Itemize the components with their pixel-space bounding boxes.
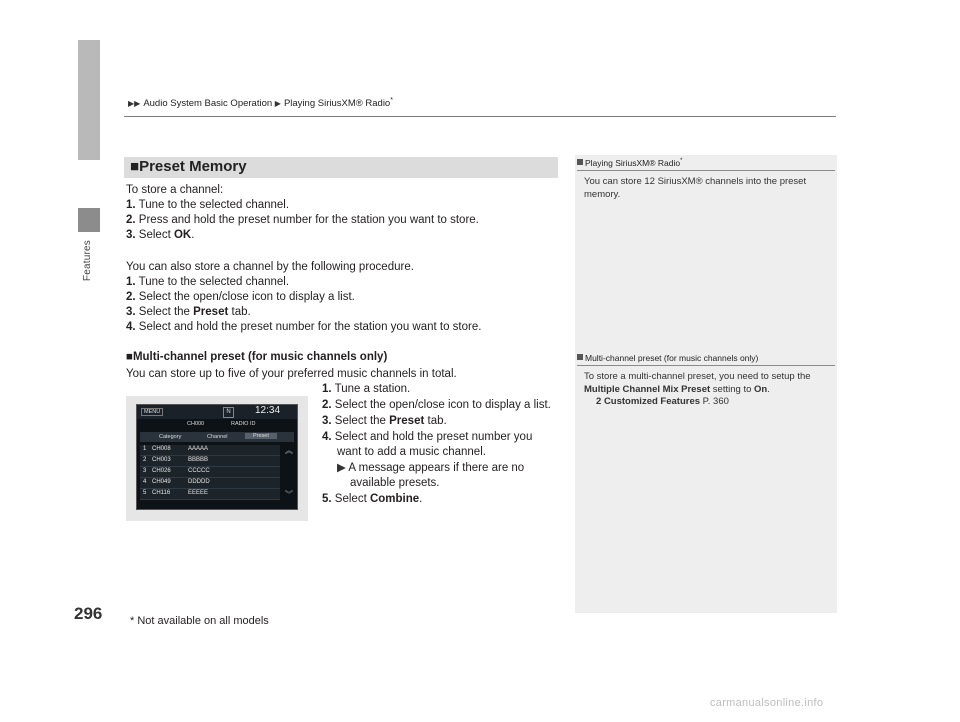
alt-step-1: 1. Tune to the selected channel. bbox=[126, 276, 290, 288]
customized-features-link[interactable]: 2 Customized Features P. 360 bbox=[596, 396, 729, 407]
reference-arrow-icon: 2 bbox=[596, 396, 604, 407]
intro-lead: To store a channel: bbox=[126, 184, 224, 196]
multi-step-3: 3. Select the Preset tab. bbox=[322, 415, 447, 427]
breadcrumb-arrow-icon: ▶▶ bbox=[128, 99, 141, 109]
page-number: 296 bbox=[74, 604, 103, 623]
intro-step-3: 3. Select OK. bbox=[126, 229, 195, 241]
scroll-down-icon[interactable]: ︾ bbox=[285, 490, 293, 499]
screen-tab-channel[interactable]: Channel bbox=[207, 434, 228, 440]
breadcrumb-arrow-icon: ▶ bbox=[274, 99, 281, 109]
multi-step-4-cont: want to add a music channel. bbox=[337, 446, 486, 458]
breadcrumb-part2[interactable]: Playing SiriusXM® Radio bbox=[283, 98, 391, 110]
multi-step-2: 2. Select the open/close icon to display a list. bbox=[322, 399, 551, 411]
section-square-icon: ■ bbox=[130, 158, 140, 175]
preset-row[interactable]: 2 CH003 BBBBB bbox=[140, 456, 280, 467]
screen-radio-id: RADIO ID bbox=[231, 421, 256, 427]
intro-step-1: 1. Tune to the selected channel. bbox=[126, 199, 290, 211]
note-marker-icon bbox=[577, 159, 583, 165]
alt-step-3: 3. Select the Preset tab. bbox=[126, 306, 251, 318]
note-2-title: Multi-channel preset (for music channels only) bbox=[577, 353, 758, 363]
header-divider bbox=[124, 116, 836, 117]
scroll-up-icon[interactable]: ︽ bbox=[285, 446, 293, 455]
multi-step-5: 5. Select Combine. bbox=[322, 493, 423, 505]
watermark: carmanualsonline.info bbox=[710, 697, 824, 709]
note-1-title: Playing SiriusXM® Radio* bbox=[577, 158, 682, 168]
preset-row[interactable]: 3 CH026 CCCCC bbox=[140, 467, 280, 478]
sidebar-section-tab bbox=[78, 208, 100, 232]
multi-step-4: 4. Select and hold the preset number you bbox=[322, 431, 533, 443]
multi-lead: You can store up to five of your preferred music channels in total. bbox=[126, 368, 457, 380]
radio-screen-illustration bbox=[136, 404, 298, 510]
multi-heading: ■Multi-channel preset (for music channels only) bbox=[126, 351, 388, 363]
screen-channel: CH000 bbox=[187, 421, 205, 427]
section-title bbox=[130, 158, 247, 175]
multi-step-1: 1. Tune a station. bbox=[322, 383, 411, 395]
note-arrow-icon: ▶ bbox=[337, 462, 349, 474]
multi-note: ▶ A message appears if there are no bbox=[337, 462, 525, 474]
note-marker-icon bbox=[577, 354, 583, 360]
sidebar-decoration bbox=[78, 40, 100, 160]
note-1-rule bbox=[577, 170, 835, 171]
alt-lead: You can also store a channel by the following procedure. bbox=[126, 261, 414, 273]
sidebar-label: Features bbox=[82, 240, 93, 282]
preset-row[interactable]: 5 CH116 EEEEE bbox=[140, 489, 280, 500]
alt-step-4: 4. Select and hold the preset number for the station you want to store. bbox=[126, 321, 482, 333]
note-1-text: You can store 12 SiriusXM® channels into the preset memory. bbox=[584, 176, 807, 200]
screen-tab-category[interactable]: Category bbox=[159, 434, 182, 440]
screen-menu-button[interactable]: MENU bbox=[141, 408, 163, 416]
subsection-square-icon: ■ bbox=[126, 351, 133, 363]
alt-step-2: 2. Select the open/close icon to display a list. bbox=[126, 291, 355, 303]
preset-row[interactable]: 4 CH049 DDDDD bbox=[140, 478, 280, 489]
preset-row[interactable]: 1 CH008 AAAAA bbox=[140, 445, 280, 456]
note-2-text: To store a multi-channel preset, you need to setup the Multiple Channel Mix Preset setting to On. bbox=[584, 371, 811, 395]
breadcrumb-part1[interactable]: Audio System Basic Operation bbox=[143, 98, 273, 110]
intro-step-2: 2. Press and hold the preset number for the station you want to store. bbox=[126, 214, 479, 226]
breadcrumb-asterisk: * bbox=[390, 97, 393, 104]
screen-clock: 12:34 bbox=[255, 405, 281, 416]
section-title-text: Preset Memory bbox=[139, 158, 247, 175]
note-2-rule bbox=[577, 365, 835, 366]
footnote: * Not available on all models bbox=[130, 615, 269, 627]
breadcrumb bbox=[128, 97, 393, 109]
compass-icon: N bbox=[223, 407, 234, 418]
multi-note-cont: available presets. bbox=[350, 477, 440, 489]
screen-tab-preset[interactable]: Preset bbox=[245, 433, 277, 439]
